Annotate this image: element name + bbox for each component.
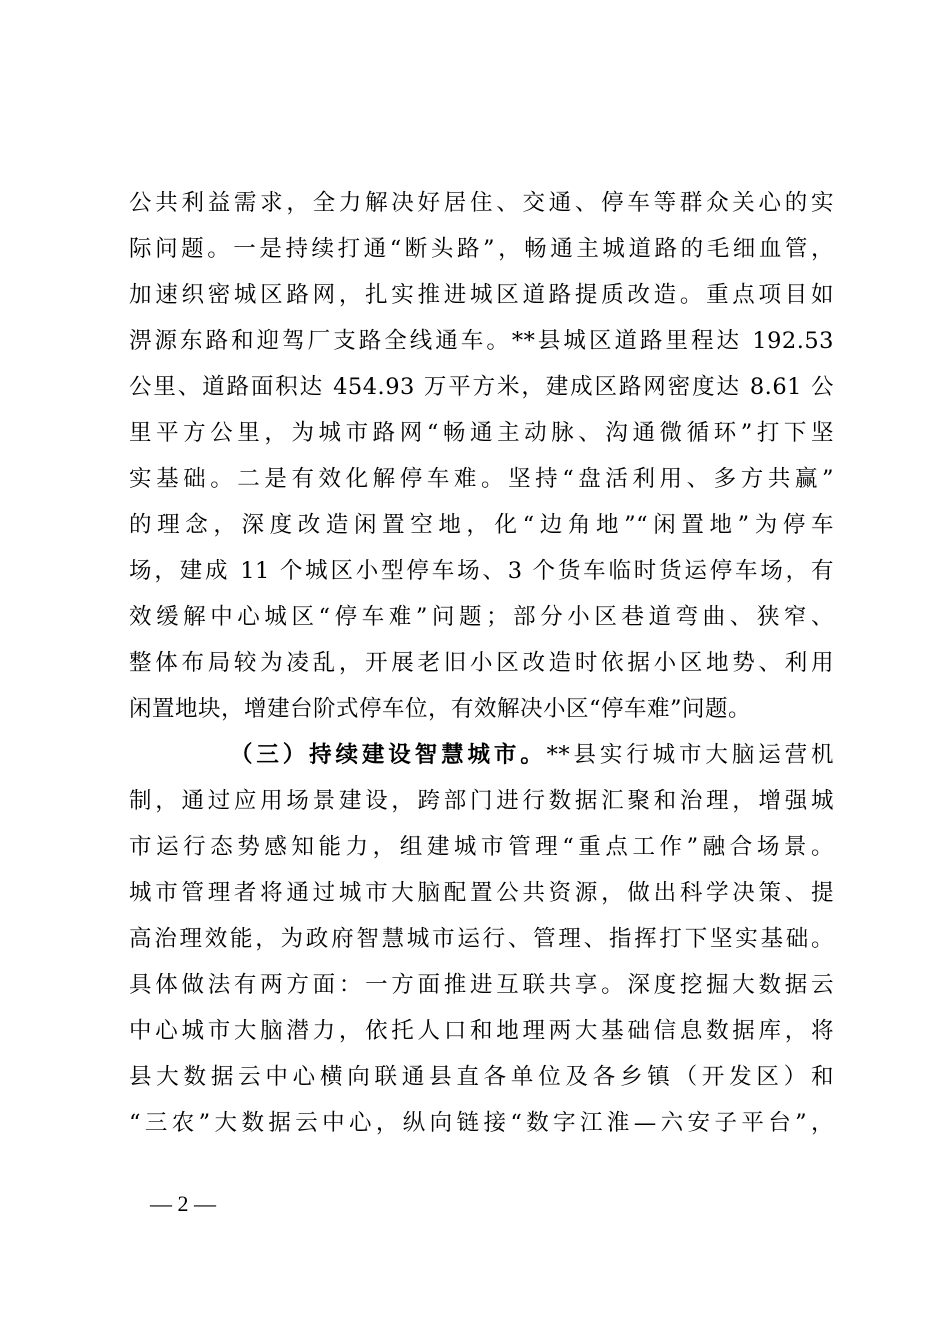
document-body: [129, 180, 834, 1146]
section-heading: （三）持续建设智慧城市。: [230, 742, 547, 768]
text-line: 中心城市大脑潜力，依托人口和地理两大基础信息数据库，将: [129, 1018, 834, 1044]
page-number: — 2 —: [150, 1191, 216, 1216]
text-line: 县大数据云中心横向联通县直各单位及各乡镇（开发区）和: [129, 1064, 834, 1090]
text-line: 闲置地块，增建台阶式停车位，有效解决小区“停车难”问题。: [129, 696, 752, 722]
paragraph-housing-transport-parking: [129, 180, 834, 732]
text-line: 城市管理者将通过城市大脑配置公共资源，做出科学决策、提: [129, 880, 834, 906]
text-line: 效缓解中心城区“停车难”问题；部分小区巷道弯曲、狭窄、: [129, 604, 834, 630]
text-line: 的理念，深度改造闲置空地，化“边角地”“闲置地”为停车: [129, 512, 834, 538]
paragraph-smart-city: [129, 732, 834, 1146]
section-first-line: [129, 732, 834, 778]
text-line: 加速织密城区路网，扎实推进城区道路提质改造。重点项目如: [129, 282, 834, 308]
text-line: 具体做法有两方面：一方面推进互联共享。深度挖掘大数据云: [129, 972, 834, 998]
text-line: 公里、道路面积达 454.93 万平方米，建成区路网密度达 8.61 公: [129, 374, 834, 400]
text-line: 场，建成 11 个城区小型停车场、3 个货车临时货运停车场，有: [129, 558, 834, 584]
section-heading-continuation: **县实行城市大脑运营机: [546, 742, 834, 768]
text-line: 高治理效能，为政府智慧城市运行、管理、指挥打下坚实基础。: [129, 926, 834, 952]
text-line: 制，通过应用场景建设，跨部门进行数据汇聚和治理，增强城: [129, 788, 834, 814]
text-line: 实基础。二是有效化解停车难。坚持“盘活利用、多方共赢”: [129, 466, 834, 492]
text-line: 整体布局较为凌乱，开展老旧小区改造时依据小区地势、利用: [129, 650, 834, 676]
text-line: 市运行态势感知能力，组建城市管理“重点工作”融合场景。: [129, 834, 834, 860]
text-line: 公共利益需求，全力解决好居住、交通、停车等群众关心的实: [129, 190, 834, 216]
text-line: 里平方公里，为城市路网“畅通主动脉、沟通微循环”打下坚: [129, 420, 834, 446]
text-line: 际问题。一是持续打通“断头路”，畅通主城道路的毛细血管，: [129, 236, 834, 262]
text-line: “三农”大数据云中心，纵向链接“数字江淮—六安子平台”，: [129, 1110, 834, 1136]
text-line: 淠源东路和迎驾厂支路全线通车。**县城区道路里程达 192.53: [129, 328, 834, 354]
